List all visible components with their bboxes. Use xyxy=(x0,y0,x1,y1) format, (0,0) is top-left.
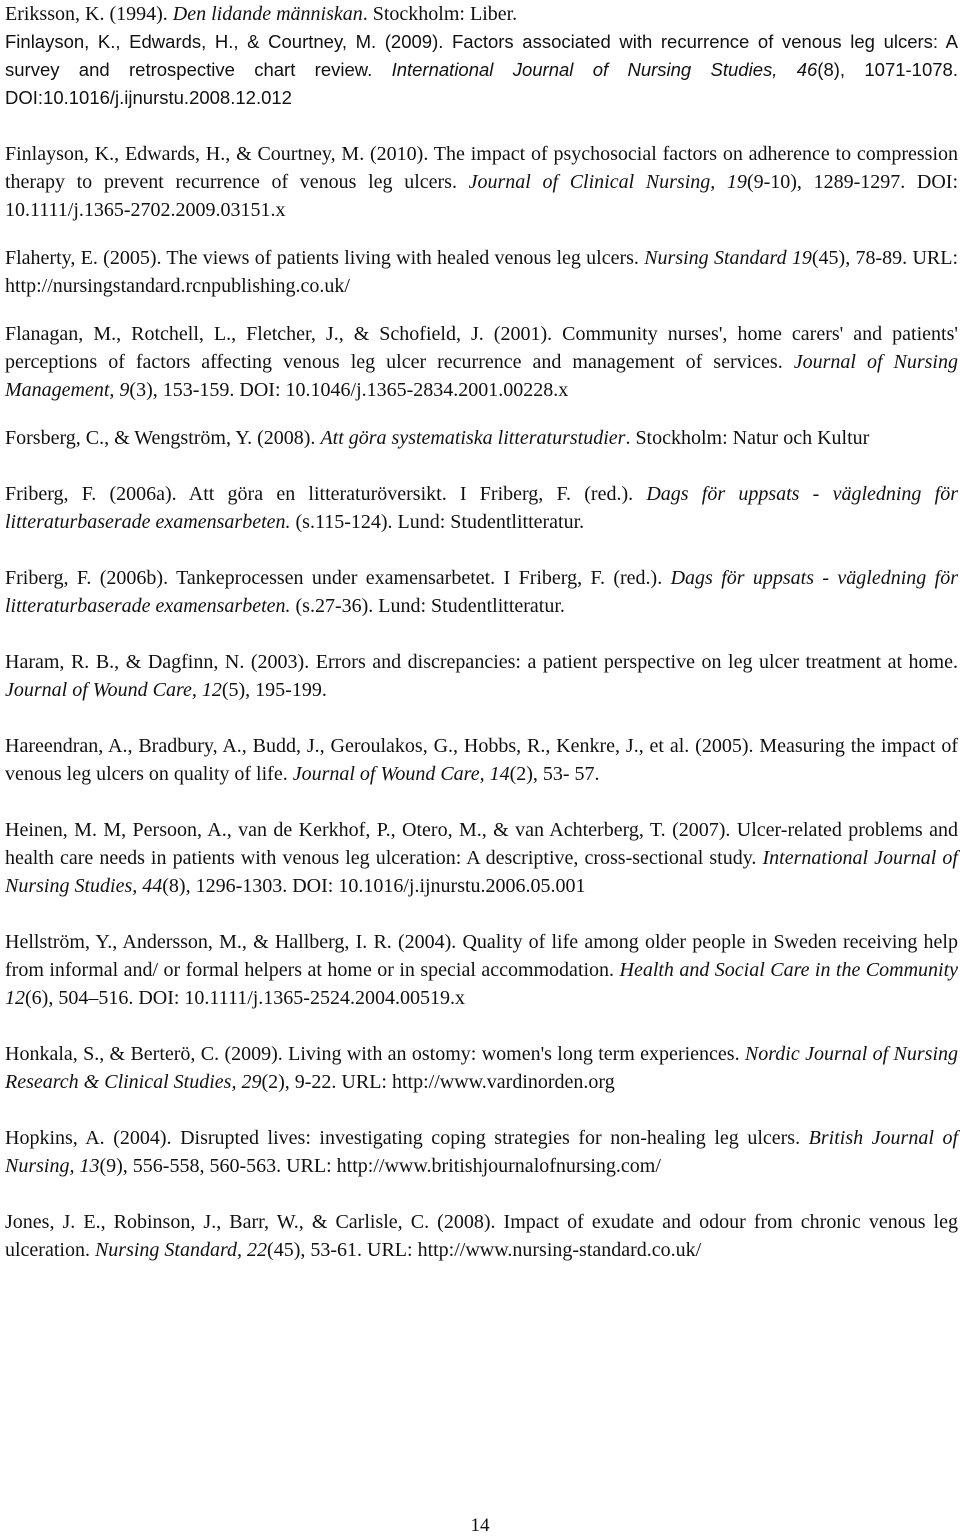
reference-finlayson-2009 xyxy=(5,28,958,112)
reference-text: Friberg, F. (2006a). Att göra en litteraturöversikt. I Friberg, F. (red.). xyxy=(5,483,647,505)
reference-text: . Stockholm: Natur och Kultur xyxy=(625,427,870,449)
reference-text: Hareendran, A., Bradbury, A., Budd, J., Geroulakos, G., Hobbs, R., Kenkre, J., et al. (2005). Measuring the impact of venous leg ulcers on quality of life. xyxy=(5,735,958,785)
reference-hellstrom-2004 xyxy=(5,928,958,1012)
reference-text: Hopkins, A. (2004). Disrupted lives: investigating coping strategies for non-healing leg ulcers. xyxy=(5,1127,809,1149)
reference-journal: Journal of Wound Care, 12 xyxy=(5,679,222,701)
reference-text: (s.115-124). Lund: Studentlitteratur. xyxy=(290,511,585,533)
reference-text: (9), 556-558, 560-563. URL: http://www.britishjournalofnursing.com/ xyxy=(99,1155,661,1177)
reference-journal: Journal of Wound Care, 14 xyxy=(292,763,510,785)
reference-text: (6), 504–516. DOI: 10.1111/j.1365-2524.2004.00519.x xyxy=(25,987,465,1009)
reference-journal: International Journal of Nursing Studies, 46 xyxy=(391,59,818,80)
reference-text: (5), 195-199. xyxy=(221,679,327,701)
page-number: 14 xyxy=(470,1515,490,1536)
reference-eriksson-1994 xyxy=(5,0,958,28)
reference-list xyxy=(5,0,958,1264)
reference-text: Heinen, M. M, Persoon, A., van de Kerkhof, P., Otero, M., & van Achterberg, T. (2007). Ulcer-related problems and health care needs in patients with venous leg ulceration: A descriptive, cross-sectional study. xyxy=(5,819,958,869)
reference-text: Flanagan, M., Rotchell, L., Fletcher, J., & Schofield, J. (2001). Community nurses', home carers' and patients' perceptions of factors affecting venous leg ulcer recurrence and management of services. xyxy=(5,323,958,373)
reference-journal: Journal of Nursing Management, 9 xyxy=(5,351,958,401)
reference-forsberg-2008 xyxy=(5,424,958,452)
reference-hopkins-2004 xyxy=(5,1124,958,1180)
reference-friberg-2006b xyxy=(5,564,958,620)
reference-text: Hellström, Y., Andersson, M., & Hallberg, I. R. (2004). Quality of life among older people in Sweden receiving help from informal and/ or formal helpers at home or in special accommodation. xyxy=(5,931,958,981)
reference-text: (45), 78-89. URL: http://nursingstandard.rcnpublishing.co.uk/ xyxy=(5,247,958,297)
reference-text: Eriksson, K. (1994). xyxy=(5,3,173,25)
reference-heinen-2007 xyxy=(5,816,958,900)
reference-journal: International Journal of Nursing Studies, 44 xyxy=(5,847,958,897)
reference-text: (45), 53-61. URL: http://www.nursing-standard.co.uk/ xyxy=(267,1239,702,1261)
reference-title: Den lidande människan xyxy=(172,3,363,25)
reference-text: (8), 1296-1303. DOI: 10.1016/j.ijnurstu.2006.05.001 xyxy=(162,875,586,897)
reference-text: Finlayson, K., Edwards, H., & Courtney, M. (2009). Factors associated with recurrence of venous leg ulcers: A survey and retrospective chart review. xyxy=(5,31,958,80)
reference-text: Jones, J. E., Robinson, J., Barr, W., & Carlisle, C. (2008). Impact of exudate and odour from chronic venous leg ulceration. xyxy=(5,1211,958,1261)
reference-flanagan-2001 xyxy=(5,320,958,404)
reference-journal: Journal of Clinical Nursing, 19 xyxy=(468,171,747,193)
reference-text: (9-10), 1289-1297. DOI: 10.1111/j.1365-2702.2009.03151.x xyxy=(5,171,958,221)
reference-honkala-2009 xyxy=(5,1040,958,1096)
reference-text: (8), 1071-1078. DOI:10.1016/j.ijnurstu.2008.12.012 xyxy=(5,59,958,108)
reference-finlayson-2010 xyxy=(5,140,958,224)
reference-text: Haram, R. B., & Dagfinn, N. (2003). Errors and discrepancies: a patient perspective on leg ulcer treatment at home. xyxy=(5,651,958,673)
reference-text: (2), 53- 57. xyxy=(509,763,600,785)
reference-journal: British Journal of Nursing, 13 xyxy=(5,1127,958,1177)
reference-text: Honkala, S., & Berterö, C. (2009). Living with an ostomy: women's long term experiences. xyxy=(5,1043,745,1065)
reference-haram-2003 xyxy=(5,648,958,704)
reference-text: Friberg, F. (2006b). Tankeprocessen under examensarbetet. I Friberg, F. (red.). xyxy=(5,567,671,589)
reference-title: Att göra systematiska litteraturstudier xyxy=(320,427,626,449)
reference-flaherty-2005 xyxy=(5,244,958,300)
reference-journal: Nordic Journal of Nursing Research & Clinical Studies, 29 xyxy=(5,1043,958,1093)
reference-title: Dags för uppsats - vägledning för litteraturbaserade examensarbeten. xyxy=(5,567,958,617)
reference-text: Forsberg, C., & Wengström, Y. (2008). xyxy=(5,427,321,449)
reference-text: . Stockholm: Liber. xyxy=(362,3,518,25)
reference-friberg-2006a xyxy=(5,480,958,536)
reference-text: Flaherty, E. (2005). The views of patients living with healed venous leg ulcers. xyxy=(5,247,645,269)
reference-jones-2008 xyxy=(5,1208,958,1264)
reference-journal: Nursing Standard 19 xyxy=(644,247,812,269)
reference-hareendran-2005 xyxy=(5,732,958,788)
reference-text: (s.27-36). Lund: Studentlitteratur. xyxy=(290,595,565,617)
reference-journal: Nursing Standard, 22 xyxy=(94,1239,268,1261)
reference-text: (3), 153-159. DOI: 10.1046/j.1365-2834.2001.00228.x xyxy=(129,379,569,401)
reference-journal: Health and Social Care in the Community 12 xyxy=(5,959,959,1009)
reference-text: Finlayson, K., Edwards, H., & Courtney, M. (2010). The impact of psychosocial factors on adherence to compression therapy to prevent recurrence of venous leg ulcers. xyxy=(5,143,958,193)
reference-text: (2), 9-22. URL: http://www.vardinorden.org xyxy=(261,1071,615,1093)
reference-title: Dags för uppsats - vägledning för litteraturbaserade examensarbeten. xyxy=(5,483,958,533)
